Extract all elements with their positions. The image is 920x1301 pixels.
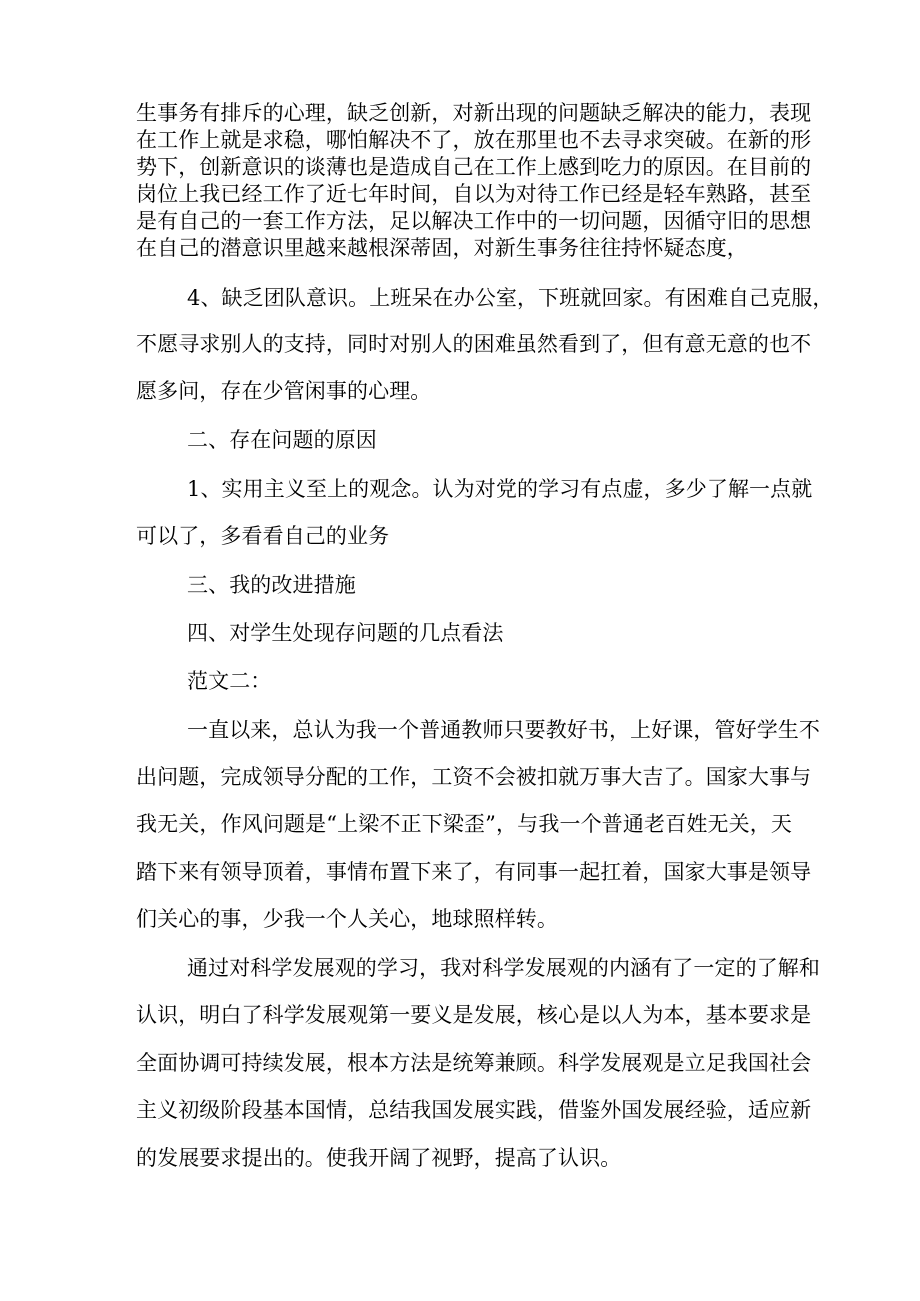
section-heading: 三、我的改进措施 [187, 573, 356, 597]
text-line: 岗位上我已经工作了近七年时间，自以为对待工作已经是轻车熟路，甚至 [136, 182, 812, 206]
text-line: 全面协调可持续发展，根本方法是统筹兼顾。科学发展观是立足我国社会 [136, 1051, 812, 1075]
section-heading: 二、存在问题的原因 [187, 428, 377, 452]
text-line: 通过对科学发展观的学习，我对科学发展观的内涵有了一定的了解和 [187, 956, 820, 980]
text-line: 愿多问，存在少管闲事的心理。 [136, 379, 432, 403]
text-line: 主义初级阶段基本国情，总结我国发展实践，借鉴外国发展经验，适应新 [136, 1098, 812, 1122]
text-line: 在自己的潜意识里越来越根深蒂固，对新生事务往往持怀疑态度， [136, 236, 748, 260]
text-line: 不愿寻求别人的支持，同时对别人的困难虽然看到了，但有意无意的也不 [136, 332, 812, 356]
text-line: 可以了，多看看自己的业务 [136, 524, 390, 548]
text-line: 踏下来有领导顶着，事情布置下来了，有同事一起扛着，国家大事是领导 [136, 860, 812, 884]
text-line: 4、缺乏团队意识。上班呆在办公室，下班就回家。有困难自己克服， [187, 286, 834, 310]
text-line: 是有自己的一套工作方法，足以解决工作中的一切问题，因循守旧的思想 [136, 209, 812, 233]
text-line: 一直以来，总认为我一个普通教师只要教好书，上好课，管好学生不 [187, 718, 820, 742]
section-heading: 四、对学生处现存问题的几点看法 [187, 621, 504, 645]
text-line: 我无关，作风问题是“上梁不正下梁歪”，与我一个普通老百姓无关，天 [136, 812, 792, 836]
text-line: 们关心的事，少我一个人关心，地球照样转。 [136, 907, 558, 931]
text-line: 势下，创新意识的谈薄也是造成自己在工作上感到吃力的原因。在目前的 [136, 155, 812, 179]
sample-heading: 范文二： [187, 669, 272, 693]
text-line: 生事务有排斥的心理，缺乏创新，对新出现的问题缺乏解决的能力，表现 [136, 101, 812, 125]
text-line: 认识，明白了科学发展观第一要义是发展，核心是以人为本，基本要求是 [136, 1003, 812, 1027]
text-line: 在工作上就是求稳，哪怕解决不了，放在那里也不去寻求突破。在新的形 [136, 128, 812, 152]
text-line: 的发展要求提出的。使我开阔了视野，提高了认识。 [136, 1146, 622, 1170]
text-line: 出问题，完成领导分配的工作，工资不会被扣就万事大吉了。国家大事与 [136, 765, 812, 789]
text-line: 1、实用主义至上的观念。认为对党的学习有点虚，多少了解一点就 [187, 477, 813, 501]
